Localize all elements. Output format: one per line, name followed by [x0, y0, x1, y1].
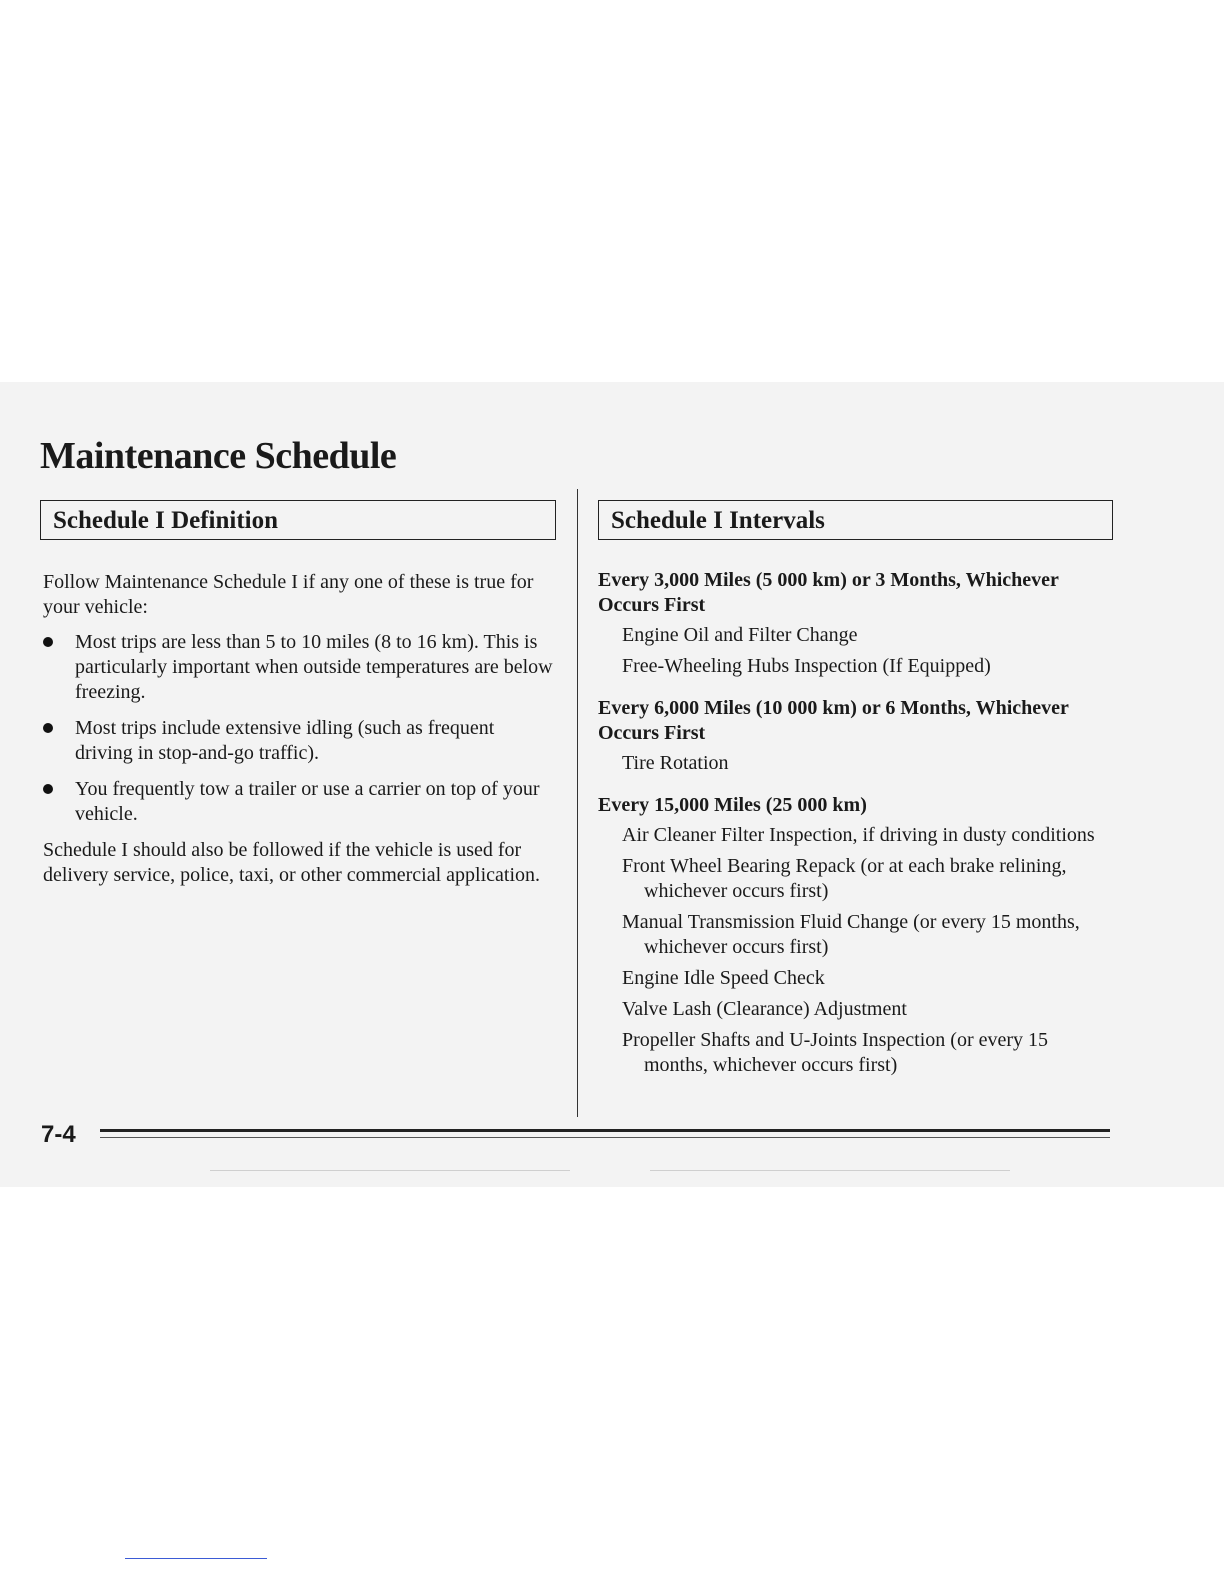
- page-title: Maintenance Schedule: [40, 435, 397, 477]
- column-divider: [577, 489, 578, 1117]
- definition-bullet-list: [40, 630, 556, 827]
- link-underline: [125, 1558, 267, 1559]
- definition-bullet: [40, 716, 556, 766]
- task-item: Front Wheel Bearing Repack (or at each brake relining, whichever occurs first): [622, 855, 1067, 902]
- definition-bullet-text: Most trips are less than 5 to 10 miles (8 to 16 km). This is particularly important when outside temperatures are below freezing.: [75, 631, 553, 703]
- definition-heading: Schedule I Definition: [40, 500, 556, 540]
- task-item: Valve Lash (Clearance) Adjustment: [622, 998, 907, 1020]
- definition-bullet: [40, 630, 556, 705]
- bullet-dot-icon: [43, 723, 53, 733]
- task-item: Tire Rotation: [622, 752, 729, 774]
- task-list: [598, 623, 1113, 679]
- definition-closing: Schedule I should also be followed if the vehicle is used for delivery service, police, taxi, or other commercial application.: [43, 839, 541, 886]
- intervals-heading: Schedule I Intervals: [598, 500, 1113, 540]
- definition-intro: Follow Maintenance Schedule I if any one of these is true for your vehicle:: [43, 571, 534, 618]
- task-item: Engine Oil and Filter Change: [622, 624, 858, 646]
- definition-bullet: [40, 777, 556, 827]
- definition-column: [40, 500, 556, 888]
- task-item: Manual Transmission Fluid Change (or every 15 months, whichever occurs first): [622, 911, 1080, 958]
- task-item: Engine Idle Speed Check: [622, 967, 825, 989]
- interval-group-3000: [598, 568, 1113, 679]
- interval-heading: Every 6,000 Miles (10 000 km) or 6 Months, Whichever Occurs First: [598, 697, 1069, 744]
- task-list: [598, 823, 1113, 1078]
- task-list: [598, 751, 1113, 776]
- definition-bullet-text: You frequently tow a trailer or use a carrier on top of your vehicle.: [75, 778, 540, 825]
- scan-artifact-line: [210, 1170, 570, 1171]
- scan-artifact-line: [650, 1170, 1010, 1171]
- bullet-dot-icon: [43, 784, 53, 794]
- page-number: 7-4: [41, 1121, 76, 1148]
- task-item: Free-Wheeling Hubs Inspection (If Equipped): [622, 655, 991, 677]
- footer-rule: [100, 1129, 1110, 1132]
- definition-bullet-text: Most trips include extensive idling (such as frequent driving in stop-and-go traffic).: [75, 717, 495, 764]
- task-item: Air Cleaner Filter Inspection, if driving in dusty conditions: [622, 824, 1095, 846]
- bullet-dot-icon: [43, 637, 53, 647]
- interval-group-6000: [598, 696, 1113, 776]
- interval-heading: Every 3,000 Miles (5 000 km) or 3 Months, Whichever Occurs First: [598, 569, 1059, 616]
- interval-group-15000: [598, 793, 1113, 1078]
- intervals-column: [598, 500, 1113, 1084]
- interval-heading: Every 15,000 Miles (25 000 km): [598, 794, 867, 816]
- task-item: Propeller Shafts and U-Joints Inspection (or every 15 months, whichever occurs first): [622, 1029, 1049, 1076]
- footer-rule-thin: [100, 1137, 1110, 1138]
